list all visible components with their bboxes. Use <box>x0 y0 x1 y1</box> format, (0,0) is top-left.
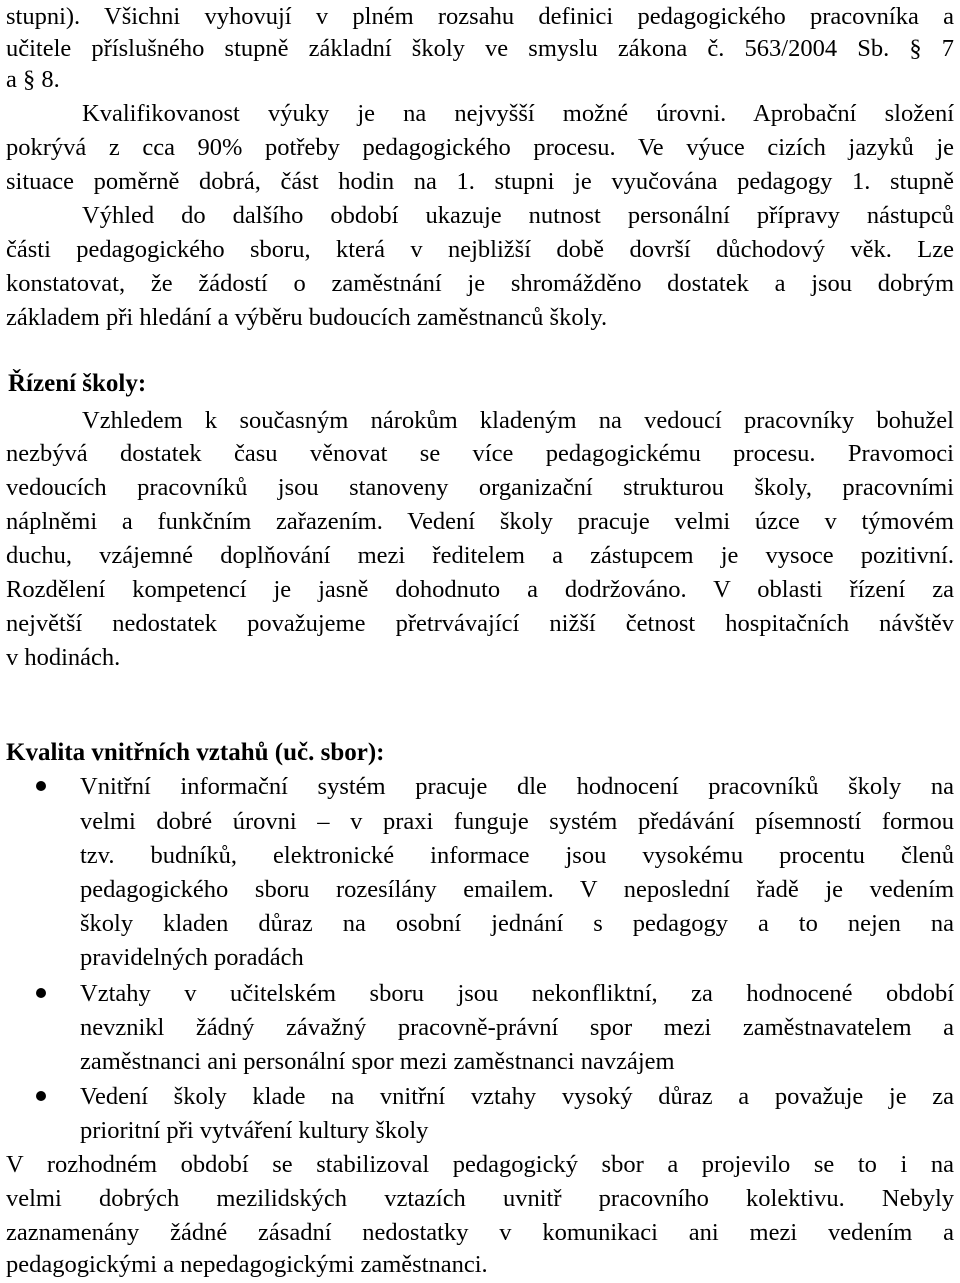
section-heading-rizeni: Řízení školy: <box>8 370 147 397</box>
closing-line: zaznamenány žádné zásadní nedostatky v komunikaci ani mezi vedením a <box>6 1219 954 1246</box>
rizeni-line: náplněmi a funkčním zařazením. Vedení školy pracuje velmi úzce v týmovém <box>6 508 954 535</box>
list-item-line: velmi dobré úrovni – v praxi funguje systém předávání písemností formou <box>80 808 954 835</box>
rizeni-line: duchu, vzájemné doplňování mezi ředitelem a zástupcem je vysoce pozitivní. <box>6 542 954 569</box>
list-item-line: Vnitřní informační systém pracuje dle hodnocení pracovníků školy na <box>80 773 954 800</box>
list-item-line: zaměstnanci ani personální spor mezi zaměstnanci navzájem <box>80 1048 675 1075</box>
closing-line: V rozhodném období se stabilizoval pedagogický sbor a projevilo se to i na <box>6 1151 954 1178</box>
intro-line: konstatovat, že žádostí o zaměstnání je shromážděno dostatek a jsou dobrým <box>6 270 954 297</box>
list-item-line: Vztahy v učitelském sboru jsou nekonfliktní, za hodnocené období <box>80 980 954 1007</box>
list-item-line: Vedení školy klade na vnitřní vztahy vysoký důraz a považuje je za <box>80 1083 954 1110</box>
rizeni-line: v hodinách. <box>6 644 121 671</box>
rizeni-line: nezbývá dostatek času věnovat se více pedagogickému procesu. Pravomoci <box>6 440 954 467</box>
list-item-line: školy kladen důraz na osobní jednání s pedagogy a to nejen na <box>80 910 954 937</box>
intro-line: a § 8. <box>6 66 60 93</box>
intro-line: základem při hledání a výběru budoucích zaměstnanců školy. <box>6 304 608 331</box>
list-item-line: prioritní při vytváření kultury školy <box>80 1117 429 1144</box>
list-item-line: tzv. budníků, elektronické informace jsou vysokému procentu členů <box>80 842 954 869</box>
rizeni-line: vedoucích pracovníků jsou stanoveny organizační strukturou školy, pracovními <box>6 474 954 501</box>
rizeni-line: Vzhledem k současným nárokům kladeným na vedoucí pracovníky bohužel <box>82 407 954 434</box>
intro-line: Výhled do dalšího období ukazuje nutnost personální přípravy nástupců <box>82 202 954 229</box>
intro-line: učitele příslušného stupně základní školy ve smyslu zákona č. 563/2004 Sb. § 7 <box>6 35 954 62</box>
rizeni-line: Rozdělení kompetencí je jasně dohodnuto a dodržováno. V oblasti řízení za <box>6 576 954 603</box>
section-heading-kvalita: Kvalita vnitřních vztahů (uč. sbor): <box>6 739 385 766</box>
intro-line: pokrývá z cca 90% potřeby pedagogického procesu. Ve výuce cizích jazyků je <box>6 134 954 161</box>
intro-line: části pedagogického sboru, která v nejbližší době dovrší důchodový věk. Lze <box>6 236 954 263</box>
intro-line: situace poměrně dobrá, část hodin na 1. stupni je vyučována pedagogy 1. stupně <box>6 168 954 195</box>
intro-line: Kvalifikovanost výuky je na nejvyšší možné úrovni. Aprobační složení <box>82 100 954 127</box>
list-item-line: pedagogického sboru rozesílány emailem. V neposlední řadě je vedením <box>80 876 954 903</box>
list-item-line: pravidelných poradách <box>80 944 304 971</box>
closing-line: velmi dobrých mezilidských vztazích uvnitř pracovního kolektivu. Nebyly <box>6 1185 954 1212</box>
list-item-line: nevznikl žádný závažný pracovně-právní spor mezi zaměstnavatelem a <box>80 1014 954 1041</box>
closing-line: pedagogickými a nepedagogickými zaměstnanci. <box>6 1251 488 1278</box>
intro-line: stupni). Všichni vyhovují v plném rozsahu definici pedagogického pracovníka a <box>6 3 954 30</box>
rizeni-line: největší nedostatek považujeme přetrvávající nižší četnost hospitačních návštěv <box>6 610 954 637</box>
